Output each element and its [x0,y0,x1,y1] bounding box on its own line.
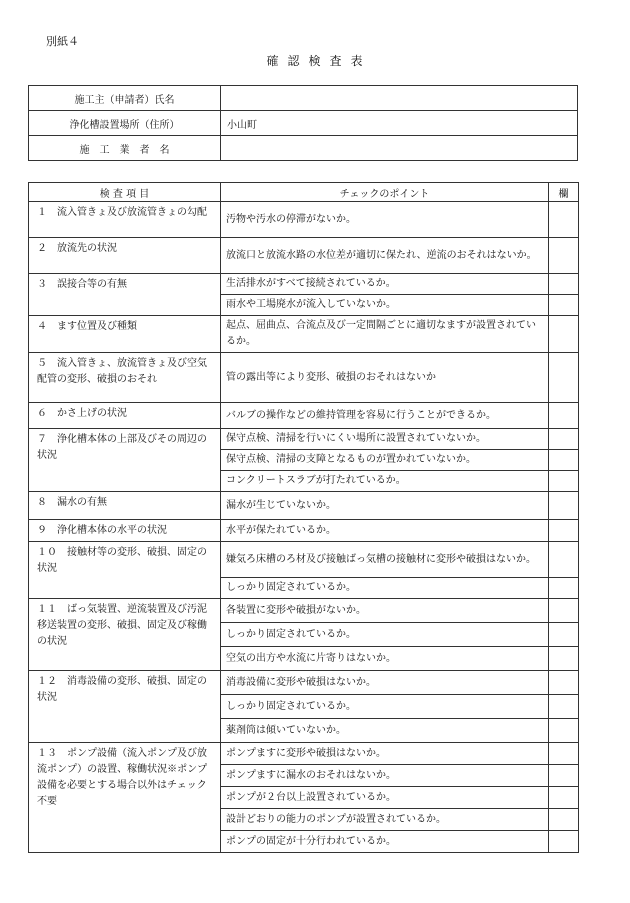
info-label: 浄化槽設置場所（住所） [29,111,221,136]
info-row [29,136,578,161]
info-value[interactable]: 小山町 [221,111,578,136]
page-title: 確認検査表 [266,54,372,68]
check-cell[interactable] [549,671,579,695]
check-cell[interactable] [549,238,579,274]
inspection-item: ７ 浄化槽本体の上部及びその周辺の状況 [29,429,221,492]
info-value[interactable] [221,136,578,161]
check-point: 空気の出方や水流に片寄りはないか。 [221,647,549,671]
checklist-row [29,492,579,520]
inspection-checklist-table [28,182,579,853]
checklist-row [29,743,579,765]
checklist-row [29,353,579,403]
check-point: バルブの操作などの維持管理を容易に行うことができるか。 [221,403,549,429]
inspection-item: ２ 放流先の状況 [29,238,221,274]
inspection-item: １０ 接触材等の変形、破損、固定の状況 [29,542,221,599]
annex-label: 別紙４ [46,35,79,48]
checklist-row [29,599,579,623]
check-cell[interactable] [549,787,579,809]
check-cell[interactable] [549,743,579,765]
check-cell[interactable] [549,542,579,578]
check-point: ポンプが２台以上設置されているか。 [221,787,549,809]
checklist-row [29,671,579,695]
check-point: コンクリートスラブが打たれているか。 [221,471,549,492]
check-point: 汚物や汚水の停滞がないか。 [221,202,549,238]
check-point: 消毒設備に変形や破損はないか。 [221,671,549,695]
check-point: 放流口と放流水路の水位差が適切に保たれ、逆流のおそれはないか。 [221,238,549,274]
checklist-row [29,520,579,542]
checklist-row [29,429,579,450]
check-point: しっかり固定されているか。 [221,578,549,599]
check-cell[interactable] [549,403,579,429]
check-point: 各装置に変形や破損がないか。 [221,599,549,623]
check-cell[interactable] [549,471,579,492]
check-point: 薬剤筒は傾いていないか。 [221,719,549,743]
checklist-row [29,542,579,578]
checklist-row [29,403,579,429]
check-point: 設計どおりの能力のポンプが設置されているか。 [221,809,549,831]
check-cell[interactable] [549,274,579,295]
check-cell[interactable] [549,719,579,743]
check-point: ポンプの固定が十分行われているか。 [221,831,549,853]
check-cell[interactable] [549,599,579,623]
header-check-point: チェックのポイント [221,183,549,202]
check-point: ポンプますに変形や破損はないか。 [221,743,549,765]
check-point: しっかり固定されているか。 [221,695,549,719]
inspection-item: １１ ばっ気装置、逆流装置及び汚泥移送装置の変形、破損、固定及び稼働の状況 [29,599,221,671]
check-cell[interactable] [549,578,579,599]
check-point: ポンプますに漏水のおそれはないか。 [221,765,549,787]
header-check-column: 欄 [549,183,579,202]
inspection-item: ６ かさ上げの状況 [29,403,221,429]
check-point: 漏水が生じていないか。 [221,492,549,520]
info-label: 施 工 業 者 名 [29,136,221,161]
checklist-row [29,202,579,238]
check-point: 起点、屈曲点、合流点及び一定間隔ごとに適切なますが設置されているか。 [221,316,549,353]
check-point: 保守点検、清掃の支障となるものが置かれていないか。 [221,450,549,471]
info-row [29,111,578,136]
inspection-item: １ 流入管きょ及び放流管きょの勾配 [29,202,221,238]
checklist-row [29,238,579,274]
inspection-item: ８ 漏水の有無 [29,492,221,520]
check-cell[interactable] [549,831,579,853]
info-row [29,86,578,111]
check-cell[interactable] [549,520,579,542]
check-cell[interactable] [549,809,579,831]
inspection-item: １２ 消毒設備の変形、破損、固定の状況 [29,671,221,743]
inspection-item: ４ ます位置及び種類 [29,316,221,353]
checklist-row [29,316,579,353]
check-cell[interactable] [549,623,579,647]
check-cell[interactable] [549,295,579,316]
check-cell[interactable] [549,765,579,787]
applicant-info-table [28,85,578,161]
check-cell[interactable] [549,202,579,238]
check-point: 嫌気ろ床槽のろ材及び接触ばっ気槽の接触材に変形や破損はないか。 [221,542,549,578]
check-point: 雨水や工場廃水が流入していないか。 [221,295,549,316]
check-point: しっかり固定されているか。 [221,623,549,647]
inspection-item: ５ 流入管きょ、放流管きょ及び空気配管の変形、破損のおそれ [29,353,221,403]
check-point: 管の露出等により変形、破損のおそれはないか [221,353,549,403]
check-cell[interactable] [549,429,579,450]
check-cell[interactable] [549,450,579,471]
inspection-item: ３ 誤接合等の有無 [29,274,221,316]
check-cell[interactable] [549,647,579,671]
check-point: 保守点検、清掃を行いにくい場所に設置されていないか。 [221,429,549,450]
inspection-item: １３ ポンプ設備（流入ポンプ及び放流ポンプ）の設置、稼働状況※ポンプ設備を必要とする場合以外はチェック不要 [29,743,221,853]
info-value[interactable] [221,86,578,111]
check-cell[interactable] [549,316,579,353]
check-point: 生活排水がすべて接続されているか。 [221,274,549,295]
inspection-item: ９ 浄化槽本体の水平の状況 [29,520,221,542]
check-point: 水平が保たれているか。 [221,520,549,542]
header-inspection-item: 検 査 項 目 [29,183,221,202]
check-cell[interactable] [549,492,579,520]
info-label: 施工主（申請者）氏名 [29,86,221,111]
checklist-row [29,274,579,295]
check-cell[interactable] [549,353,579,403]
check-cell[interactable] [549,695,579,719]
